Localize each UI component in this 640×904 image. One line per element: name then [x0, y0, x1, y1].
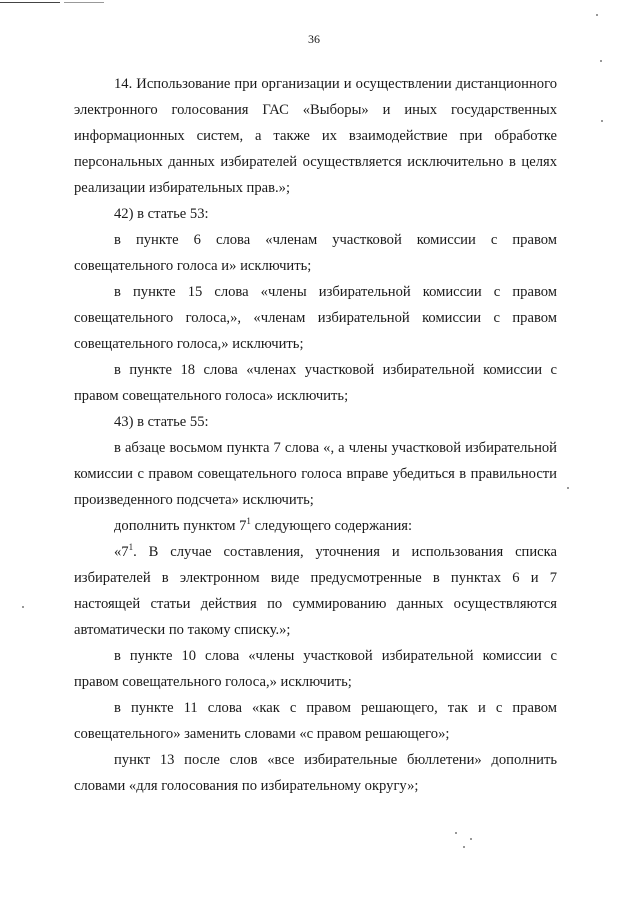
paragraph-item-42: 42) в статье 53:	[114, 206, 209, 222]
paragraph-point-7-1-text	[74, 539, 557, 643]
paragraph-text: дополнить пунктом 7	[114, 518, 247, 534]
paragraph-add-point-7-1	[74, 513, 557, 539]
paragraph-article-53-point-15: в пункте 15 слова «члены избирательной комиссии с правом совещательного голоса,», «членам избирательной комиссии с правом совещательного голоса,» исключить;	[74, 284, 557, 352]
scan-artifact-line	[64, 2, 104, 3]
paragraph-article-55-point-10: в пункте 10 слова «члены участковой избирательной комиссии с правом совещательного голоса,» исключить;	[74, 648, 557, 690]
paragraph-article-55-point-11: в пункте 11 слова «как с правом решающего, так и с правом совещательного» заменить словами «с правом решающего»;	[74, 700, 557, 742]
paragraph-article-55-point-13: пункт 13 после слов «все избирательные бюллетени» дополнить словами «для голосования по избирательному округу»;	[74, 752, 557, 794]
scan-speck	[463, 846, 465, 848]
scan-speck	[22, 606, 24, 608]
paragraph-text: . В случае составления, уточнения и использования списка избирателей в электронном виде предусмотренные в пунктах 6 и 7 настоящей статьи действия по суммированию данных осуществляются автоматически по такому списку.»;	[74, 544, 557, 638]
scan-speck	[567, 487, 569, 489]
paragraph-clause-14: 14. Использование при организации и осуществлении дистанционного электронного голосования ГАС «Выборы» и иных государственных информационных систем, а также их взаимодействие при обработке персональных данных избирателей осуществляется исключительно в целях реализации избирательных прав.»;	[74, 76, 557, 196]
scan-speck	[470, 838, 472, 840]
scan-speck	[596, 14, 598, 16]
paragraph-item-43: 43) в статье 55:	[114, 414, 209, 430]
paragraph-text: «7	[114, 544, 129, 560]
paragraph-article-55-point-7: в абзаце восьмом пункта 7 слова «, а члены участковой избирательной комиссии с правом совещательного голоса вправе убедиться в правильности произведенного подсчета» исключить;	[74, 440, 557, 508]
scan-speck	[600, 60, 602, 62]
page-number: 36	[308, 32, 320, 46]
paragraph-text: следующего содержания:	[250, 518, 413, 534]
scan-speck	[455, 832, 457, 834]
paragraph-article-53-point-6: в пункте 6 слова «членам участковой комиссии с правом совещательного голоса и» исключить;	[74, 232, 557, 274]
scan-artifact-line	[0, 2, 60, 3]
document-body	[74, 71, 557, 799]
superscript-index: 1	[246, 516, 251, 526]
superscript-index: 1	[128, 542, 134, 552]
scan-speck	[601, 120, 603, 122]
paragraph-article-53-point-18: в пункте 18 слова «членах участковой избирательной комиссии с правом совещательного голоса» исключить;	[74, 362, 557, 404]
